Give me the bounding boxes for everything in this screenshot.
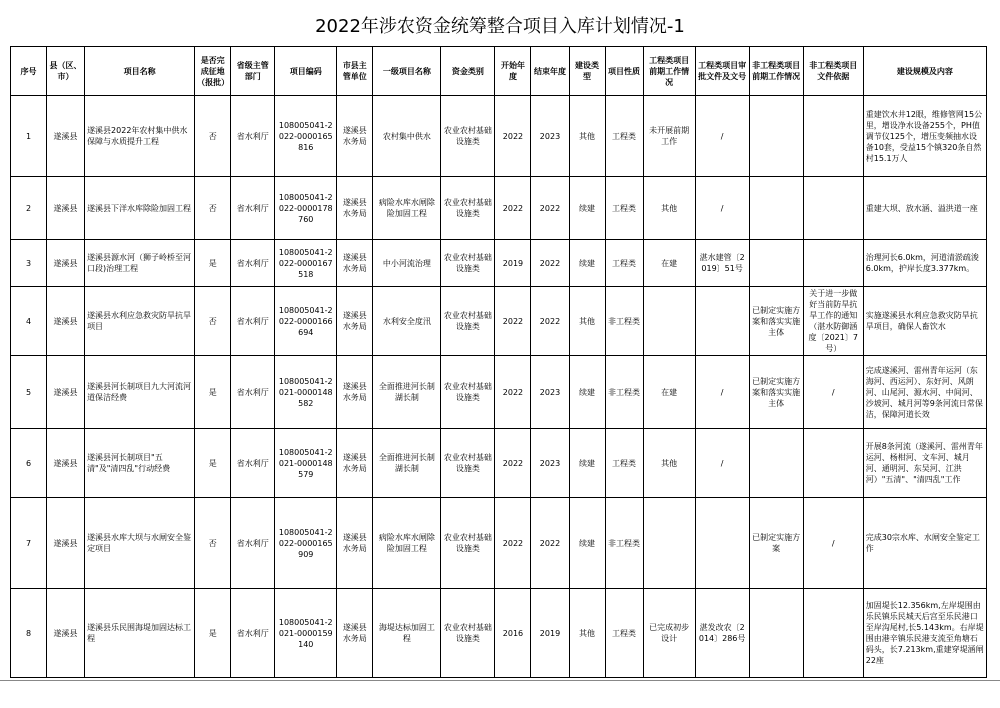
- table-cell: 完成遂溪河、雷州青年运河（东海河、西运河）、东好河、风朗河、山尾河、源水河、中间河、沙坡河、城月河等9条河流日常保洁，保障河道长效: [863, 356, 986, 429]
- table-cell: 全面推进河长制湖长制: [373, 429, 441, 498]
- table-cell: 遂溪县源水河（狮子岭桥至河口段)治理工程: [85, 240, 195, 287]
- header-cell: 序号: [11, 47, 47, 96]
- table-cell: 续建: [569, 429, 605, 498]
- table-cell: 是: [195, 356, 231, 429]
- table-cell: [643, 287, 695, 356]
- page-bottom-rule: [0, 680, 1000, 681]
- table-cell: 8: [11, 589, 47, 678]
- table-cell: 是: [195, 589, 231, 678]
- table-row: [11, 177, 987, 240]
- header-cell: 结束年度: [531, 47, 569, 96]
- table-cell: /: [803, 498, 863, 589]
- header-cell: 建设规模及内容: [863, 47, 986, 96]
- table-cell: [803, 429, 863, 498]
- table-cell: 省水利厅: [231, 429, 275, 498]
- table-cell: 108005041-2021-0000148579: [275, 429, 337, 498]
- table-cell: 其他: [569, 96, 605, 177]
- table-cell: 2022: [495, 177, 531, 240]
- table-cell: [695, 287, 749, 356]
- table-cell: 农业农村基础设施类: [441, 498, 495, 589]
- table-cell: 续建: [569, 240, 605, 287]
- table-cell: 农业农村基础设施类: [441, 589, 495, 678]
- table-cell: 5: [11, 356, 47, 429]
- table-cell: 农业农村基础设施类: [441, 240, 495, 287]
- table-cell: 否: [195, 96, 231, 177]
- table-cell: 农业农村基础设施类: [441, 287, 495, 356]
- table-row: [11, 96, 987, 177]
- header-cell: 项目性质: [605, 47, 643, 96]
- header-row: [11, 47, 987, 96]
- header-cell: 是否完成征地（报批）: [195, 47, 231, 96]
- table-row: [11, 498, 987, 589]
- table-cell: 完成30宗水库、水闸安全鉴定工作: [863, 498, 986, 589]
- table-cell: 湛发改农〔2014〕286号: [695, 589, 749, 678]
- table-cell: 非工程类: [605, 498, 643, 589]
- table-cell: 中小河流治理: [373, 240, 441, 287]
- table-cell: 遂溪县下洋水库除险加固工程: [85, 177, 195, 240]
- header-cell: 非工程类项目前期工作情况: [749, 47, 803, 96]
- table-cell: 4: [11, 287, 47, 356]
- table-cell: 遂溪县水务局: [337, 498, 373, 589]
- table-cell: 108005041-2021-0000148582: [275, 356, 337, 429]
- table-cell: 108005041-2022-0000178760: [275, 177, 337, 240]
- table-cell: 2022: [531, 177, 569, 240]
- table-cell: 未开展前期工作: [643, 96, 695, 177]
- table-cell: 遂溪县水务局: [337, 287, 373, 356]
- table-cell: 否: [195, 287, 231, 356]
- table-cell: [803, 177, 863, 240]
- table-cell: 省水利厅: [231, 96, 275, 177]
- table-cell: 遂溪县2022年农村集中供水保障与水质提升工程: [85, 96, 195, 177]
- table-cell: [803, 240, 863, 287]
- table-cell: 已完成初步设计: [643, 589, 695, 678]
- table-cell: 否: [195, 498, 231, 589]
- table-cell: 遂溪县: [47, 240, 85, 287]
- header-cell: 工程类项目审批文件及文号: [695, 47, 749, 96]
- table-row: [11, 240, 987, 287]
- table-cell: 实施遂溪县水利应急救灾防旱抗旱项目，确保人畜饮水: [863, 287, 986, 356]
- table-row: [11, 287, 987, 356]
- table-cell: 2019: [531, 589, 569, 678]
- page-title: 2022年涉农资金统筹整合项目入库计划情况-1: [315, 16, 685, 37]
- table-cell: /: [695, 177, 749, 240]
- table-cell: 遂溪县: [47, 287, 85, 356]
- table-cell: 2022: [531, 287, 569, 356]
- table-cell: 病险水库水闸除险加固工程: [373, 177, 441, 240]
- table-cell: 全面推进河长制湖长制: [373, 356, 441, 429]
- table-cell: /: [695, 96, 749, 177]
- table-cell: 开展8条河流（遂溪河、雷州青年运河、杨柑河、文车河、城月河、通明河、东吴河、江洪河）"五清"、"清四乱"工作: [863, 429, 986, 498]
- table-cell: 病险水库水闸除险加固工程: [373, 498, 441, 589]
- table-cell: 已制定实施方案和落实实施主体: [749, 287, 803, 356]
- table-cell: 2022: [495, 498, 531, 589]
- table-cell: 工程类: [605, 589, 643, 678]
- table-cell: 2022: [495, 356, 531, 429]
- table-cell: 其他: [643, 429, 695, 498]
- table-row: [11, 356, 987, 429]
- table-cell: 遂溪县: [47, 589, 85, 678]
- table-cell: 遂溪县水库大坝与水闸安全鉴定项目: [85, 498, 195, 589]
- table-cell: 2023: [531, 356, 569, 429]
- table-cell: 3: [11, 240, 47, 287]
- table-cell: 遂溪县水务局: [337, 96, 373, 177]
- table-cell: 遂溪县乐民围海堤加固达标工程: [85, 589, 195, 678]
- table-cell: 农业农村基础设施类: [441, 96, 495, 177]
- table-cell: 其他: [569, 287, 605, 356]
- table-cell: 农业农村基础设施类: [441, 356, 495, 429]
- table-cell: 工程类: [605, 177, 643, 240]
- table-cell: 农业农村基础设施类: [441, 429, 495, 498]
- table-cell: 1: [11, 96, 47, 177]
- table-cell: 遂溪县: [47, 177, 85, 240]
- header-cell: 省级主管部门: [231, 47, 275, 96]
- table-cell: 其他: [643, 177, 695, 240]
- table-cell: 省水利厅: [231, 356, 275, 429]
- table-cell: 2: [11, 177, 47, 240]
- table-cell: 续建: [569, 498, 605, 589]
- table-cell: 2022: [531, 498, 569, 589]
- table-cell: 108005041-2022-0000165816: [275, 96, 337, 177]
- header-cell: 开始年度: [495, 47, 531, 96]
- table-cell: 省水利厅: [231, 589, 275, 678]
- table-cell: 省水利厅: [231, 240, 275, 287]
- header-cell: 非工程类项目文件依据: [803, 47, 863, 96]
- table-cell: 关于进一步做好当前防旱抗旱工作的通知（湛水防御涵度〔2021〕7号）: [803, 287, 863, 356]
- table-cell: 2016: [495, 589, 531, 678]
- table-cell: 是: [195, 240, 231, 287]
- table-cell: 农村集中供水: [373, 96, 441, 177]
- header-cell: 一级项目名称: [373, 47, 441, 96]
- table-cell: 2023: [531, 429, 569, 498]
- table-cell: 工程类: [605, 429, 643, 498]
- table-cell: 108005041-2022-0000165909: [275, 498, 337, 589]
- table-cell: [803, 96, 863, 177]
- header-cell: 资金类别: [441, 47, 495, 96]
- table-cell: [749, 429, 803, 498]
- table-cell: [749, 96, 803, 177]
- table-row: [11, 589, 987, 678]
- table-cell: 否: [195, 177, 231, 240]
- table-cell: 遂溪县河长制项目"五清"及"清四乱"行动经费: [85, 429, 195, 498]
- table-cell: 其他: [569, 589, 605, 678]
- table-cell: 遂溪县水务局: [337, 240, 373, 287]
- table-cell: [695, 498, 749, 589]
- table-cell: 108005041-2022-0000167518: [275, 240, 337, 287]
- table-cell: 108005041-2021-0000159140: [275, 589, 337, 678]
- table-cell: 工程类: [605, 96, 643, 177]
- table-cell: [749, 589, 803, 678]
- table-cell: 续建: [569, 356, 605, 429]
- table-cell: 遂溪县水利应急救灾防旱抗旱项目: [85, 287, 195, 356]
- table-cell: 治理河长6.0km，河道清淤疏浚6.0km，护岸长度3.377km。: [863, 240, 986, 287]
- table-cell: 遂溪县: [47, 96, 85, 177]
- table-cell: 非工程类: [605, 287, 643, 356]
- table-cell: [749, 177, 803, 240]
- table-cell: 重建大坝、放水涵、溢洪道一座: [863, 177, 986, 240]
- table-cell: 2023: [531, 96, 569, 177]
- table-cell: 遂溪县水务局: [337, 429, 373, 498]
- table-cell: 海堤达标加固工程: [373, 589, 441, 678]
- table-cell: 6: [11, 429, 47, 498]
- table-cell: [643, 498, 695, 589]
- table-cell: [803, 589, 863, 678]
- table-cell: 遂溪县河长制项目九大河流河道保洁经费: [85, 356, 195, 429]
- table-cell: 是: [195, 429, 231, 498]
- table-cell: 农业农村基础设施类: [441, 177, 495, 240]
- table-cell: /: [803, 356, 863, 429]
- table-row: [11, 429, 987, 498]
- table-cell: /: [695, 356, 749, 429]
- table-cell: 重建饮水井12眼，维修管网15公里，增设净水设备255个，PH值调节仪125个，增压变频抽水设备10套，受益15个镇320条自然村15.1万人: [863, 96, 986, 177]
- table-cell: 2022: [495, 96, 531, 177]
- header-cell: 项目名称: [85, 47, 195, 96]
- table-cell: 2019: [495, 240, 531, 287]
- table-cell: 遂溪县: [47, 356, 85, 429]
- table-cell: 非工程类: [605, 356, 643, 429]
- table-cell: 省水利厅: [231, 287, 275, 356]
- table-cell: 在建: [643, 240, 695, 287]
- table-cell: 遂溪县水务局: [337, 589, 373, 678]
- table-cell: 遂溪县: [47, 429, 85, 498]
- table-cell: 水利安全度汛: [373, 287, 441, 356]
- header-cell: 工程类项目前期工作情况: [643, 47, 695, 96]
- table-cell: 省水利厅: [231, 498, 275, 589]
- header-cell: 县（区、市）: [47, 47, 85, 96]
- table-cell: 7: [11, 498, 47, 589]
- table-cell: 遂溪县: [47, 498, 85, 589]
- table-cell: 遂溪县水务局: [337, 177, 373, 240]
- table-cell: 2022: [495, 287, 531, 356]
- table-cell: 2022: [531, 240, 569, 287]
- header-cell: 项目编码: [275, 47, 337, 96]
- header-cell: 市县主管单位: [337, 47, 373, 96]
- table-cell: /: [695, 429, 749, 498]
- table-cell: 108005041-2022-0000166694: [275, 287, 337, 356]
- header-cell: 建设类型: [569, 47, 605, 96]
- table-cell: 遂溪县水务局: [337, 356, 373, 429]
- table-cell: 工程类: [605, 240, 643, 287]
- project-table: [10, 46, 987, 678]
- table-cell: 已制定实施方案和落实实施主体: [749, 356, 803, 429]
- table-cell: 续建: [569, 177, 605, 240]
- table-cell: 湛水建管〔2019〕51号: [695, 240, 749, 287]
- table-cell: 加固堤长12.356km,左岸堤围由乐民镇乐民城天后宫至乐民港口至岸沟尾村,长5.143km。右岸堤围由港辛镇乐民港支流至角塘石码头，长7.213km,重建穿堤涵闸22座: [863, 589, 986, 678]
- table-cell: 省水利厅: [231, 177, 275, 240]
- table-cell: [749, 240, 803, 287]
- table-cell: 2022: [495, 429, 531, 498]
- table-cell: 已制定实施方案: [749, 498, 803, 589]
- table-cell: 在建: [643, 356, 695, 429]
